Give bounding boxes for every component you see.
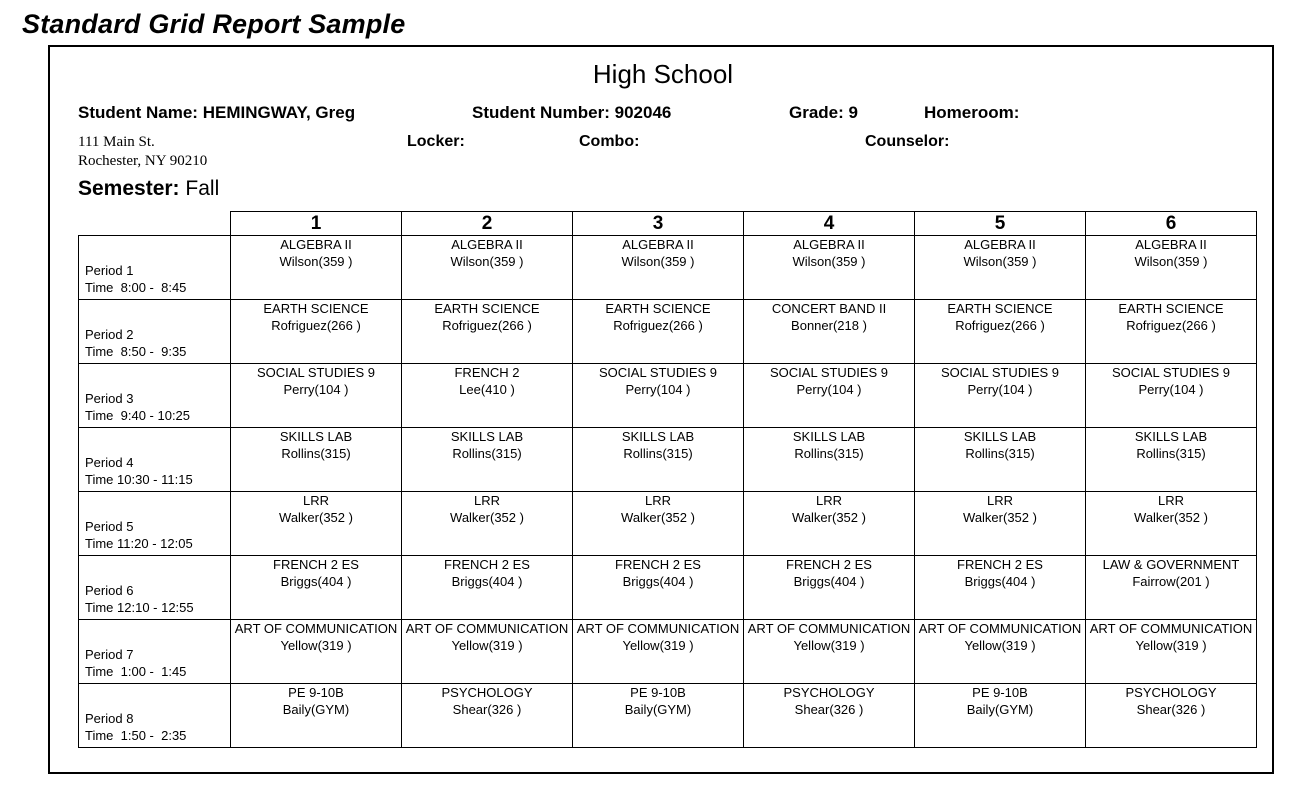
- course-name: ALGEBRA II: [622, 237, 694, 252]
- course-name: FRENCH 2 ES: [957, 557, 1043, 572]
- class-cell: [744, 364, 915, 428]
- grade-line: [789, 103, 858, 123]
- course-name: ALGEBRA II: [280, 237, 352, 252]
- class-cell: [1086, 620, 1257, 684]
- teacher-room: Rollins(315): [794, 446, 864, 461]
- course-name: SOCIAL STUDIES 9: [1112, 365, 1230, 380]
- student-number-label: Student Number:: [472, 103, 610, 122]
- teacher-room: Rofriguez(266 ): [442, 318, 532, 333]
- class-cell: [744, 620, 915, 684]
- course-name: PSYCHOLOGY: [783, 685, 875, 700]
- teacher-room: Rollins(315): [1136, 446, 1206, 461]
- class-cell: [402, 684, 573, 748]
- student-name-line: [78, 103, 355, 123]
- class-cell: [573, 236, 744, 300]
- teacher-room: Briggs(404 ): [280, 574, 352, 589]
- teacher-room: Briggs(404 ): [622, 574, 694, 589]
- course-name: LRR: [302, 493, 329, 508]
- course-name: ALGEBRA II: [451, 237, 523, 252]
- class-cell: [1086, 428, 1257, 492]
- teacher-room: Yellow(319 ): [793, 638, 865, 653]
- teacher-room: Wilson(359 ): [792, 254, 866, 269]
- teacher-room: Briggs(404 ): [451, 574, 523, 589]
- course-name: EARTH SCIENCE: [947, 301, 1053, 316]
- page-heading: Standard Grid Report Sample: [22, 9, 406, 39]
- teacher-room: Yellow(319 ): [622, 638, 694, 653]
- teacher-room: Baily(GYM): [624, 702, 692, 717]
- school-title: High School: [592, 59, 734, 89]
- class-cell: [1086, 364, 1257, 428]
- period-row: [79, 620, 1257, 684]
- course-name: ALGEBRA II: [964, 237, 1036, 252]
- course-name: ART OF COMMUNICATION: [747, 621, 911, 636]
- course-name: LRR: [644, 493, 671, 508]
- counselor-label: Counselor:: [865, 133, 950, 150]
- course-name: ART OF COMMUNICATION: [405, 621, 569, 636]
- teacher-room: Fairrow(201 ): [1132, 574, 1210, 589]
- teacher-room: Yellow(319 ): [280, 638, 352, 653]
- period-name: Period 2: [85, 326, 134, 342]
- class-cell: [402, 236, 573, 300]
- period-cell: [79, 492, 231, 556]
- course-name: LRR: [986, 493, 1013, 508]
- teacher-room: Walker(352 ): [621, 510, 695, 525]
- class-cell: [573, 492, 744, 556]
- period-time: Time 12:10 - 12:55: [85, 599, 194, 615]
- teacher-room: Perry(104 ): [283, 382, 349, 397]
- course-name: SKILLS LAB: [279, 429, 353, 444]
- semester-value: Fall: [185, 177, 220, 200]
- period-row: [79, 428, 1257, 492]
- course-name: PSYCHOLOGY: [1125, 685, 1217, 700]
- class-cell: [915, 236, 1086, 300]
- grid-corner: [79, 212, 231, 236]
- class-cell: [915, 620, 1086, 684]
- day-header-row: [79, 212, 1257, 236]
- period-time: Time 10:30 - 11:15: [85, 471, 193, 487]
- course-name: SKILLS LAB: [1134, 429, 1208, 444]
- locker-label: Locker:: [407, 133, 465, 150]
- teacher-room: Yellow(319 ): [1135, 638, 1207, 653]
- class-cell: [744, 556, 915, 620]
- course-name: CONCERT BAND II: [771, 301, 887, 316]
- class-cell: [231, 236, 402, 300]
- teacher-room: Rofriguez(266 ): [271, 318, 361, 333]
- teacher-room: Shear(326 ): [452, 702, 522, 717]
- period-time: Time 1:50 - 2:35: [85, 727, 187, 743]
- course-name: SKILLS LAB: [621, 429, 695, 444]
- period-name: Period 1: [85, 262, 134, 278]
- teacher-room: Briggs(404 ): [793, 574, 865, 589]
- course-name: FRENCH 2 ES: [444, 557, 530, 572]
- course-name: ART OF COMMUNICATION: [576, 621, 740, 636]
- course-name: EARTH SCIENCE: [1118, 301, 1224, 316]
- course-name: SOCIAL STUDIES 9: [770, 365, 888, 380]
- teacher-room: Baily(GYM): [966, 702, 1034, 717]
- teacher-room: Bonner(218 ): [791, 318, 867, 333]
- class-cell: [915, 556, 1086, 620]
- teacher-room: Wilson(359 ): [621, 254, 695, 269]
- course-name: SOCIAL STUDIES 9: [941, 365, 1059, 380]
- class-cell: [402, 300, 573, 364]
- class-cell: [573, 428, 744, 492]
- class-cell: [915, 364, 1086, 428]
- teacher-room: Rofriguez(266 ): [955, 318, 1045, 333]
- period-cell: [79, 620, 231, 684]
- course-name: SKILLS LAB: [963, 429, 1037, 444]
- teacher-room: Wilson(359 ): [963, 254, 1037, 269]
- course-name: FRENCH 2 ES: [786, 557, 872, 572]
- period-cell: [79, 556, 231, 620]
- teacher-room: Briggs(404 ): [964, 574, 1036, 589]
- day-header: 2: [402, 212, 573, 236]
- class-cell: [573, 684, 744, 748]
- teacher-room: Rofriguez(266 ): [613, 318, 703, 333]
- teacher-room: Rollins(315): [965, 446, 1035, 461]
- class-cell: [744, 300, 915, 364]
- course-name: SOCIAL STUDIES 9: [599, 365, 717, 380]
- teacher-room: Yellow(319 ): [451, 638, 523, 653]
- course-name: LRR: [815, 493, 842, 508]
- course-name: PE 9-10B: [630, 685, 686, 700]
- course-name: SKILLS LAB: [450, 429, 524, 444]
- period-row: [79, 556, 1257, 620]
- class-cell: [1086, 684, 1257, 748]
- course-name: ALGEBRA II: [793, 237, 865, 252]
- teacher-room: Rollins(315): [623, 446, 693, 461]
- student-name-value: HEMINGWAY, Greg: [202, 103, 356, 122]
- class-cell: [402, 620, 573, 684]
- class-cell: [402, 492, 573, 556]
- class-cell: [744, 428, 915, 492]
- course-name: EARTH SCIENCE: [605, 301, 711, 316]
- semester-line: [78, 177, 219, 201]
- period-name: Period 6: [85, 582, 134, 598]
- teacher-room: Perry(104 ): [625, 382, 691, 397]
- class-cell: [744, 236, 915, 300]
- course-name: EARTH SCIENCE: [263, 301, 369, 316]
- teacher-room: Rofriguez(266 ): [1126, 318, 1216, 333]
- class-cell: [744, 492, 915, 556]
- class-cell: [744, 684, 915, 748]
- class-cell: [402, 364, 573, 428]
- teacher-room: Rollins(315): [452, 446, 522, 461]
- grade-label: Grade:: [789, 103, 844, 122]
- homeroom-label: Homeroom:: [924, 103, 1020, 122]
- period-time: Time 11:20 - 12:05: [85, 535, 193, 551]
- course-name: SOCIAL STUDIES 9: [257, 365, 375, 380]
- combo-label: Combo:: [579, 133, 640, 150]
- class-cell: [1086, 492, 1257, 556]
- class-cell: [1086, 236, 1257, 300]
- period-row: [79, 492, 1257, 556]
- day-header: 1: [231, 212, 402, 236]
- schedule-grid: [78, 211, 1257, 748]
- semester-label: Semester:: [78, 177, 180, 200]
- teacher-room: Baily(GYM): [282, 702, 350, 717]
- class-cell: [915, 428, 1086, 492]
- class-cell: [573, 620, 744, 684]
- period-time: Time 8:50 - 9:35: [85, 343, 187, 359]
- student-number-value: 902046: [614, 103, 672, 122]
- period-name: Period 4: [85, 454, 134, 470]
- teacher-room: Perry(104 ): [967, 382, 1033, 397]
- class-cell: [573, 364, 744, 428]
- course-name: ART OF COMMUNICATION: [1089, 621, 1253, 636]
- class-cell: [1086, 556, 1257, 620]
- class-cell: [915, 300, 1086, 364]
- class-cell: [231, 492, 402, 556]
- class-cell: [231, 364, 402, 428]
- teacher-room: Wilson(359 ): [450, 254, 524, 269]
- course-name: LRR: [473, 493, 500, 508]
- grade-value: 9: [848, 103, 858, 122]
- period-cell: [79, 364, 231, 428]
- course-name: ALGEBRA II: [1135, 237, 1207, 252]
- day-header: 5: [915, 212, 1086, 236]
- class-cell: [915, 684, 1086, 748]
- report-frame: [48, 45, 1274, 774]
- period-row: [79, 300, 1257, 364]
- class-cell: [573, 300, 744, 364]
- class-cell: [231, 684, 402, 748]
- period-cell: [79, 236, 231, 300]
- teacher-room: Perry(104 ): [1138, 382, 1204, 397]
- course-name: ART OF COMMUNICATION: [234, 621, 398, 636]
- course-name: LRR: [1157, 493, 1184, 508]
- teacher-room: Walker(352 ): [792, 510, 866, 525]
- teacher-room: Lee(410 ): [459, 382, 515, 397]
- day-header: 6: [1086, 212, 1257, 236]
- student-name-label: Student Name:: [78, 103, 198, 122]
- period-cell: [79, 428, 231, 492]
- teacher-room: Walker(352 ): [450, 510, 524, 525]
- period-time: Time 1:00 - 1:45: [85, 663, 187, 679]
- teacher-room: Walker(352 ): [279, 510, 353, 525]
- address-line-2: Rochester, NY 90210: [78, 153, 208, 169]
- course-name: FRENCH 2 ES: [615, 557, 701, 572]
- class-cell: [231, 300, 402, 364]
- period-cell: [79, 684, 231, 748]
- period-row: [79, 236, 1257, 300]
- teacher-room: Wilson(359 ): [279, 254, 353, 269]
- class-cell: [231, 620, 402, 684]
- class-cell: [1086, 300, 1257, 364]
- teacher-room: Walker(352 ): [1134, 510, 1208, 525]
- course-name: FRENCH 2: [454, 365, 520, 380]
- class-cell: [915, 492, 1086, 556]
- period-time: Time 8:00 - 8:45: [85, 279, 187, 295]
- course-name: PSYCHOLOGY: [441, 685, 533, 700]
- course-name: PE 9-10B: [288, 685, 344, 700]
- teacher-room: Shear(326 ): [1136, 702, 1206, 717]
- period-cell: [79, 300, 231, 364]
- day-header: 4: [744, 212, 915, 236]
- period-name: Period 3: [85, 390, 134, 406]
- course-name: FRENCH 2 ES: [273, 557, 359, 572]
- course-name: PE 9-10B: [972, 685, 1028, 700]
- class-cell: [231, 556, 402, 620]
- class-cell: [402, 428, 573, 492]
- teacher-room: Walker(352 ): [963, 510, 1037, 525]
- class-cell: [231, 428, 402, 492]
- course-name: ART OF COMMUNICATION: [918, 621, 1082, 636]
- period-row: [79, 364, 1257, 428]
- course-name: EARTH SCIENCE: [434, 301, 540, 316]
- teacher-room: Wilson(359 ): [1134, 254, 1208, 269]
- period-name: Period 7: [85, 646, 134, 662]
- address-line-1: 111 Main St.: [78, 134, 155, 150]
- student-number-line: [472, 103, 671, 123]
- period-time: Time 9:40 - 10:25: [85, 407, 191, 423]
- course-name: LAW & GOVERNMENT: [1102, 557, 1240, 572]
- class-cell: [402, 556, 573, 620]
- day-header: 3: [573, 212, 744, 236]
- teacher-room: Rollins(315): [281, 446, 351, 461]
- course-name: SKILLS LAB: [792, 429, 866, 444]
- period-name: Period 5: [85, 518, 134, 534]
- period-name: Period 8: [85, 710, 134, 726]
- class-cell: [573, 556, 744, 620]
- period-row: [79, 684, 1257, 748]
- teacher-room: Yellow(319 ): [964, 638, 1036, 653]
- teacher-room: Shear(326 ): [794, 702, 864, 717]
- teacher-room: Perry(104 ): [796, 382, 862, 397]
